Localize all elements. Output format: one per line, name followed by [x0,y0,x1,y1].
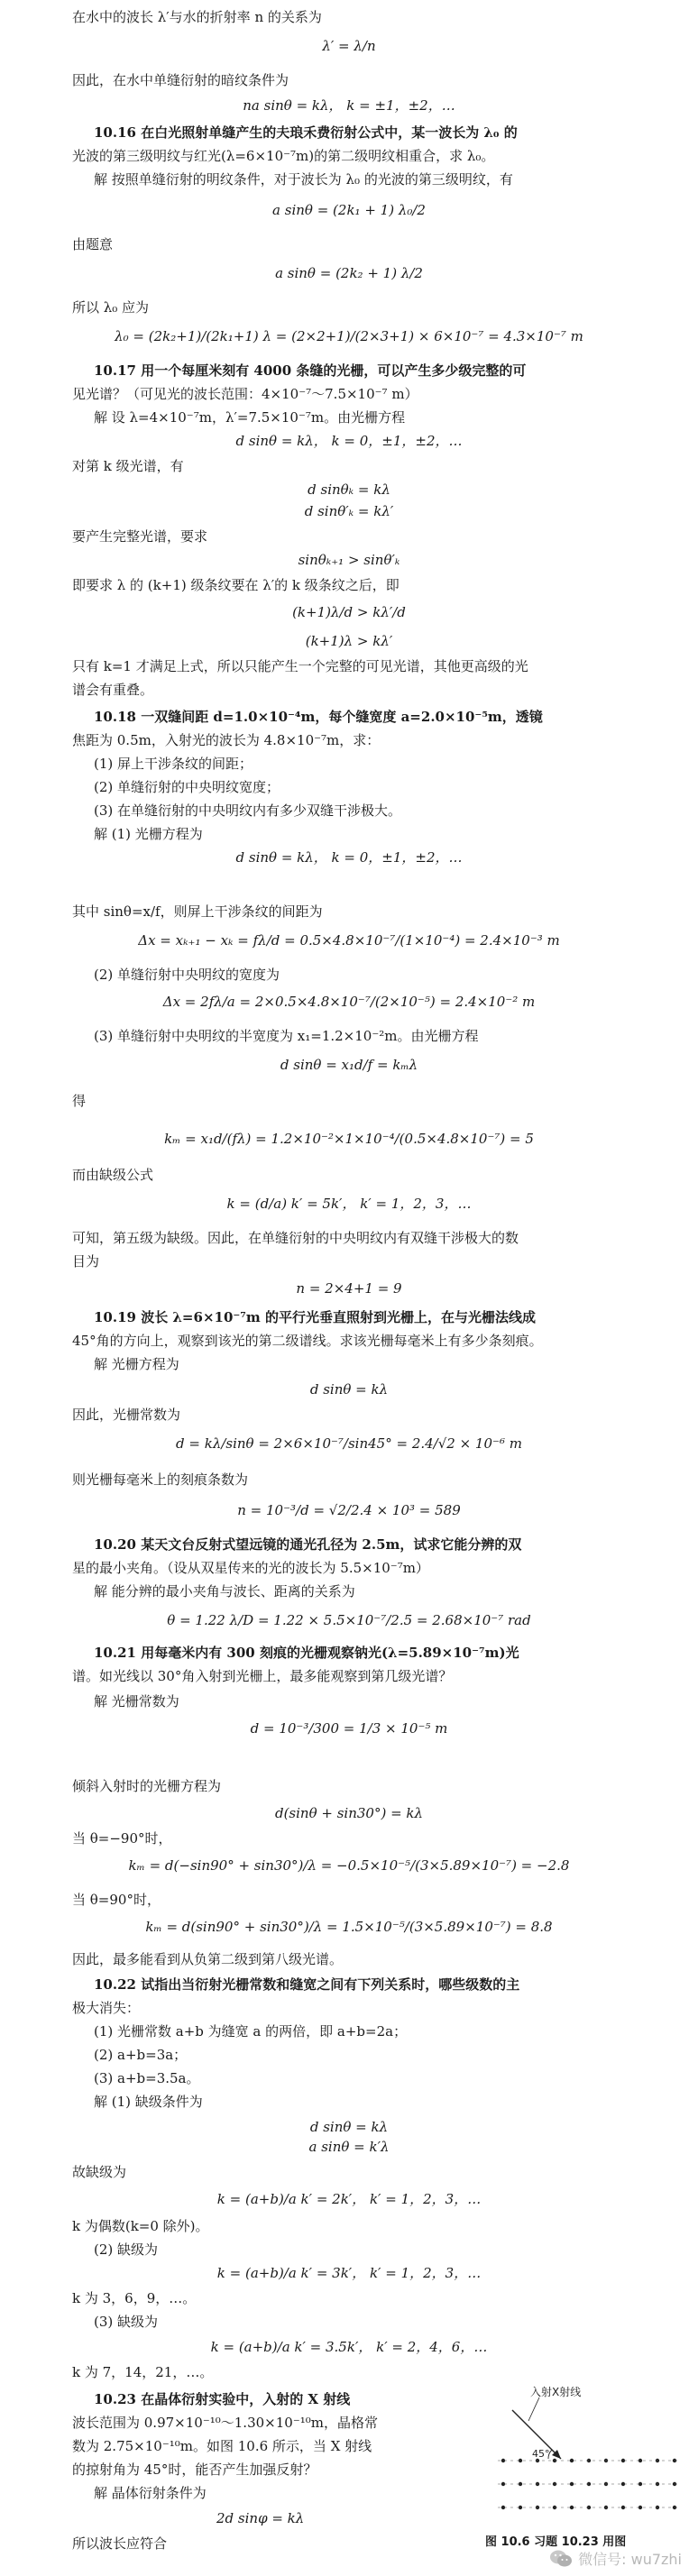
text-line: 倾斜入射时的光栅方程为 [72,1778,222,1794]
text-line: 目为 [72,1253,100,1270]
ray-label-leader [528,2397,539,2421]
problem-heading: 10.20 某天文台反射式望远镜的通光孔径为 2.5m，试求它能分辨的双 [94,1536,522,1553]
problem-heading: 10.22 试指出当衍射光栅常数和缝宽之间有下列关系时，哪些级数的主 [94,1976,520,1993]
equation: sinθₖ₊₁ > sinθ′ₖ [298,552,400,568]
equation: θ = 1.22 λ/D = 1.22 × 5.5×10⁻⁷/2.5 = 2.68×10⁻⁷ rad [167,1612,531,1628]
text-line: (2) 单缝衍射的中央明纹宽度； [94,779,280,795]
text-line: 谱会有重叠。 [72,682,154,698]
text-line: 波长范围为 0.97×10⁻¹⁰～1.30×10⁻¹⁰m，晶格常 [72,2415,378,2431]
equation: (k+1)λ > kλ′ [305,633,393,649]
equation: kₘ = d(sin90° + sin30°)/λ = 1.5×10⁻⁵/(3×5.89×10⁻⁷) = 8.8 [145,1919,553,1935]
text-line: 所以波长应符合 [72,2535,168,2552]
equation: a sinθ = (2k₁ + 1) λ₀/2 [272,202,426,218]
equation: d = kλ/sinθ = 2×6×10⁻⁷/sin45° = 2.4/√2 × 10⁻⁶ m [176,1435,522,1452]
equation: Δx = 2fλ/a = 2×0.5×4.8×10⁻⁷/(2×10⁻⁵) = 2.4×10⁻² m [162,994,536,1010]
problem-heading: 10.18 一双缝间距 d=1.0×10⁻⁴m，每个缝宽度 a=2.0×10⁻⁵m，透镜 [94,709,543,725]
solution-line: 解 (1) 缺级条件为 [94,2094,203,2110]
equation: d = 10⁻³/300 = 1/3 × 10⁻⁵ m [250,1720,448,1737]
text-line: 因此，在水中单缝衍射的暗纹条件为 [72,72,289,88]
equation: k = (a+b)/a k′ = 2k′， k′ = 1，2，3，… [216,2191,482,2207]
angle-label: 45° [532,2448,550,2460]
equation: 2d sinφ = kλ [216,2510,305,2526]
problem-heading: 10.21 用每毫米内有 300 刻痕的光栅观察钠光(λ=5.89×10⁻⁷m)光 [94,1645,519,1661]
watermark-text: 微信号: wu7zhi [578,2551,682,2568]
watermark [549,2548,682,2569]
text-line: 数为 2.75×10⁻¹⁰m。如图 10.6 所示，当 X 射线 [72,2438,372,2454]
text-line: 45°角的方向上，观察到该光的第二级谱线。求该光栅每毫米上有多少条刻痕。 [72,1333,543,1349]
equation: d sinθ = x₁d/f = kₘλ [280,1057,418,1073]
solution-line: 解 晶体衍射条件为 [94,2485,207,2501]
lattice-points [498,2459,678,2509]
solution-line: 解 能分辨的最小夹角与波长、距离的关系为 [94,1583,355,1600]
text-line: (1) 屏上干涉条纹的间距； [94,756,253,772]
text-line: 极大消失： [72,2000,141,2016]
text-line: k 为 7，14，21，…。 [72,2364,214,2380]
text-line: 所以 λ₀ 应为 [72,299,150,316]
equation: k = (a+b)/a k′ = 3k′， k′ = 1，2，3，… [216,2265,482,2281]
equation: kₘ = d(−sin90° + sin30°)/λ = −0.5×10⁻⁵/(3×5.89×10⁻⁷) = −2.8 [128,1857,570,1874]
equation: d sinθ = kλ， k = 0，±1，±2，… [235,849,463,866]
text-line: (3) a+b=3.5a。 [94,2070,200,2086]
text-line: (2) a+b=3a； [94,2047,188,2063]
text-line: (1) 光栅常数 a+b 为缝宽 a 的两倍，即 a+b=2a； [94,2023,408,2040]
text-line: 只有 k=1 才满足上式，所以只能产生一个完整的可见光谱，其他更高级的光 [72,658,528,674]
solution-line: 解 光栅常数为 [94,1693,179,1710]
text-line: 当 θ=90°时， [72,1892,161,1908]
figure-caption: 图 10.6 习题 10.23 用图 [485,2535,627,2549]
text-line: 对第 k 级光谱，有 [72,458,184,474]
text-line: 因此，最多能看到从负第二级到第八级光谱。 [72,1951,344,1967]
text-line: (2) 单缝衍射中央明纹的宽度为 [94,967,280,983]
text-line: 而由缺级公式 [72,1167,154,1183]
text-line: 当 θ=−90°时， [72,1830,172,1847]
text-line: 可知，第五级为缺级。因此，在单缝衍射的中央明纹内有双缝干涉极大的数 [72,1230,519,1246]
equation: a sinθ = (2k₂ + 1) λ/2 [275,265,423,281]
equation: n = 2×4+1 = 9 [296,1280,402,1297]
equation: k = (a+b)/a k′ = 3.5k′， k′ = 2，4，6，… [210,2339,488,2355]
problem-heading: 10.19 波长 λ=6×10⁻⁷m 的平行光垂直照射到光栅上，在与光栅法线成 [94,1309,536,1325]
text-line: 星的最小夹角。（设从双星传来的光的波长为 5.5×10⁻⁷m） [72,1560,429,1576]
equation: na sinθ = kλ， k = ±1，±2，… [243,97,455,114]
equation: λ₀ = (2k₂+1)/(2k₁+1) λ = (2×2+1)/(2×3+1) × 6×10⁻⁷ = 4.3×10⁻⁷ m [115,328,583,344]
equation: d sinθ = kλ [309,2119,389,2135]
text-line: (2) 缺级为 [94,2241,159,2258]
text-line: 在水中的波长 λ′与水的折射率 n 的关系为 [72,9,322,25]
text-line: (3) 单缝衍射中央明纹的半宽度为 x₁=1.2×10⁻²m。由光栅方程 [94,1028,479,1044]
crystal-lattice-diagram [485,2385,684,2529]
text-line: 则光栅每毫米上的刻痕条数为 [72,1471,249,1488]
text-line: 焦距为 0.5m，入射光的波长为 4.8×10⁻⁷m，求： [72,732,381,748]
equation: d sinθ = kλ， k = 0，±1，±2，… [235,433,463,449]
equation: kₘ = x₁d/(fλ) = 1.2×10⁻²×1×10⁻⁴/(0.5×4.8×10⁻⁷) = 5 [164,1131,534,1147]
text-line: 的掠射角为 45°时，能否产生加强反射？ [72,2461,317,2478]
text-line: 故缺级为 [72,2164,127,2180]
lattice-point [570,2482,574,2486]
text-line: 光波的第三级明纹与红光(λ=6×10⁻⁷m)的第二级明纹相重合，求 λ₀。 [72,148,495,164]
equation: k = (d/a) k′ = 5k′， k′ = 1，2，3，… [226,1196,472,1212]
problem-heading: 10.16 在白光照射单缝产生的夫琅禾费衍射公式中，某一波长为 λ₀ 的 [94,124,518,141]
ray-label: 入射X射线 [530,2386,582,2398]
lattice-point [570,2506,574,2509]
figure-10-6 [485,2385,684,2556]
text-line: k 为 3，6，9，…。 [72,2290,197,2306]
equation: d(sinθ + sin30°) = kλ [274,1805,424,1821]
solution-line: 解 按照单缝衍射的明纹条件，对于波长为 λ₀ 的光波的第三级明纹，有 [94,171,513,188]
problem-heading: 10.23 在晶体衍射实验中，入射的 X 射线 [94,2391,351,2407]
text-line: k 为偶数(k=0 除外)。 [72,2218,209,2234]
text-line: (3) 在单缝衍射的中央明纹内有多少双缝干涉极大。 [94,802,402,819]
solution-line: 解 光栅方程为 [94,1356,179,1372]
solution-line: 解 (1) 光栅方程为 [94,826,203,842]
equation: Δx = xₖ₊₁ − xₖ = fλ/d = 0.5×4.8×10⁻⁷/(1×10⁻⁴) = 2.4×10⁻³ m [138,932,560,949]
problem-heading: 10.17 用一个每厘米刻有 4000 条缝的光栅，可以产生多少级完整的可 [94,362,527,379]
equation: d sinθ′ₖ = kλ′ [304,503,394,519]
lattice-point [570,2459,574,2462]
equation: d sinθₖ = kλ [308,481,390,498]
wechat-icon [549,2549,573,2569]
text-line: 由题意 [72,236,114,252]
equation: λ′ = λ/n [322,38,376,54]
text-line: 即要求 λ 的 (k+1) 级条纹要在 λ′的 k 级条纹之后，即 [72,577,400,593]
text-line: (3) 缺级为 [94,2314,159,2330]
equation: (k+1)λ/d > kλ′/d [292,604,406,620]
text-line: 得 [72,1093,87,1109]
equation: a sinθ = k′λ [308,2139,390,2155]
text-line: 谱。如光线以 30°角入射到光栅上，最多能观察到第几级光谱？ [72,1668,453,1684]
equation: d sinθ = kλ [309,1381,389,1398]
text-line: 要产生完整光谱，要求 [72,528,208,545]
text-line: 其中 sinθ=x/f，则屏上干涉条纹的间距为 [72,903,323,920]
text-line: 因此，光栅常数为 [72,1407,181,1423]
solution-line: 解 设 λ=4×10⁻⁷m，λ′=7.5×10⁻⁷m。由光栅方程 [94,409,406,426]
text-line: 见光谱？（可见光的波长范围：4×10⁻⁷～7.5×10⁻⁷ m） [72,386,418,402]
equation: n = 10⁻³/d = √2/2.4 × 10³ = 589 [237,1502,461,1518]
